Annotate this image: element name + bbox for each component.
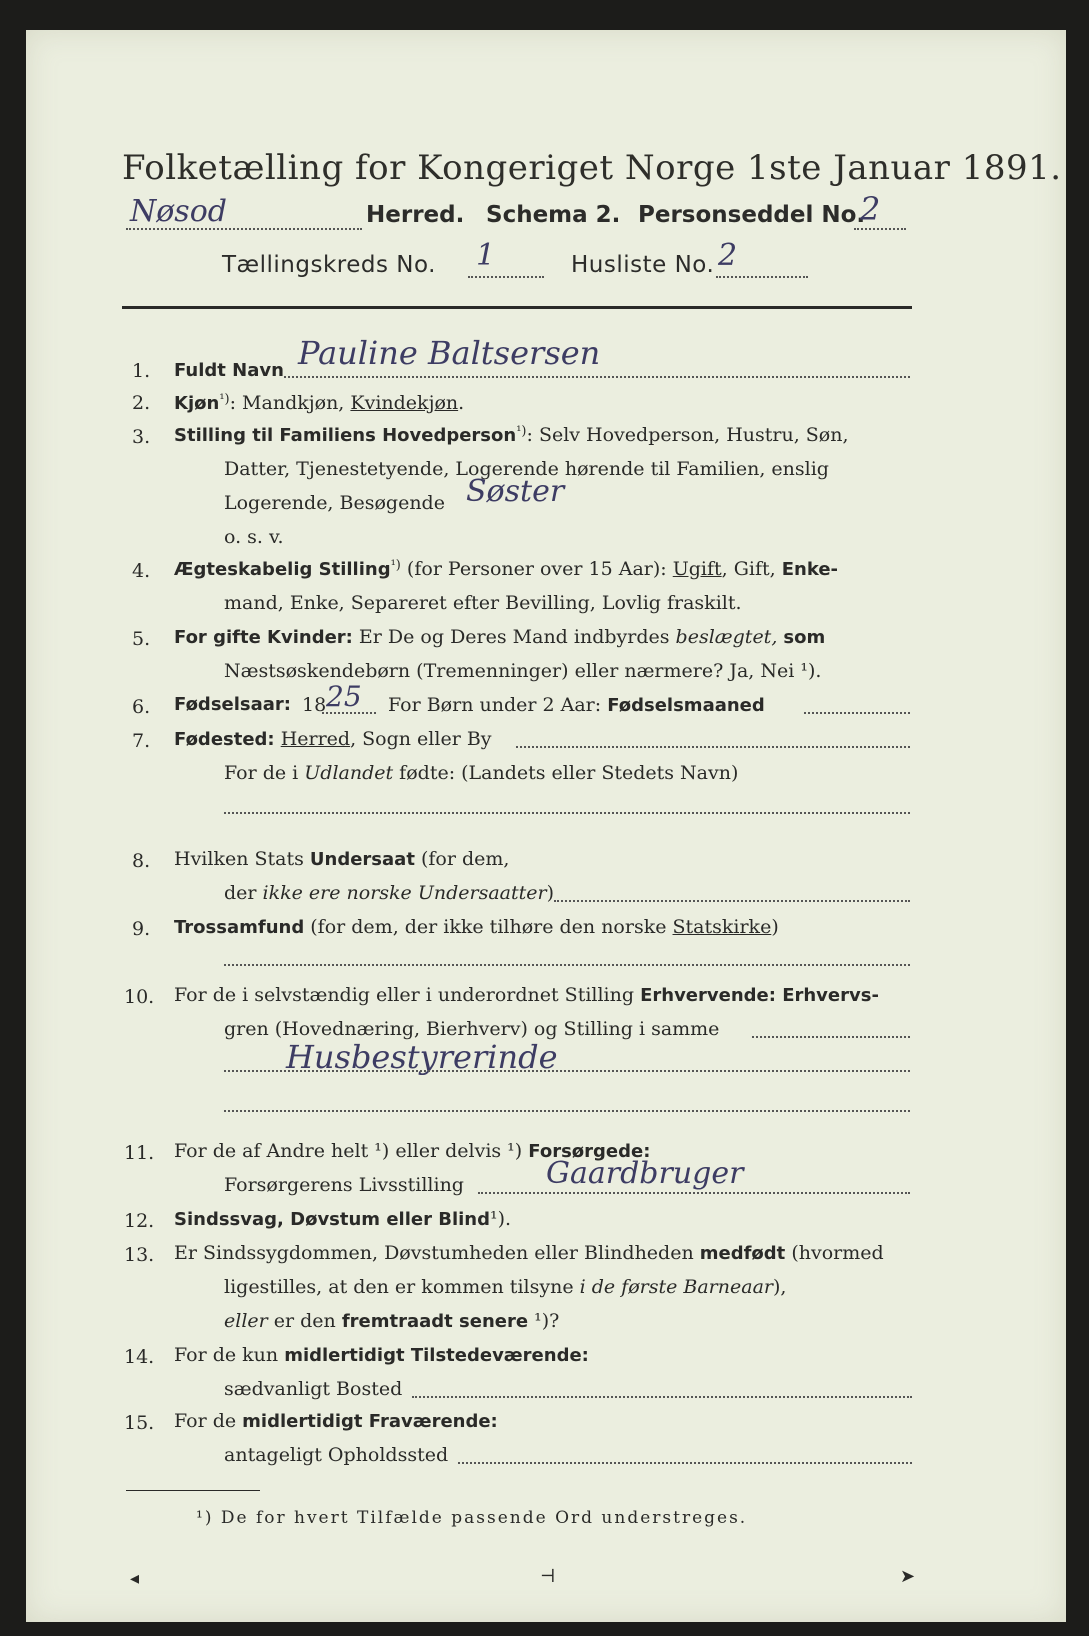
religion-value: Statskirke: [672, 916, 772, 938]
gender-value: Kvindekjøn: [350, 392, 459, 414]
field-number: 2.: [132, 392, 151, 414]
birthplace-value: Herred: [280, 728, 351, 750]
field-number: 13.: [124, 1244, 155, 1266]
provider-occupation-value: Gaardbruger: [546, 1156, 744, 1191]
birthplace-line-2: For de i Udlandet fødte: (Landets eller Stedets Navn): [224, 762, 739, 784]
family-position-line-2: Datter, Tjenestetyende, Logerende hørende til Familien, enslig: [224, 458, 829, 480]
congenital-line-2: ligestilles, at den er kommen tilsyne i de første Barneaar),: [224, 1276, 787, 1298]
form-title: Folketælling for Kongeriget Norge 1ste Januar 1891.: [122, 148, 1062, 188]
temporary-present-line-1: For de kun midlertidigt Tilstedeværende:: [174, 1344, 589, 1366]
birth-year-label: Fødselsaar:: [174, 694, 291, 715]
family-position-line-3: Logerende, Besøgende: [224, 492, 445, 514]
temporary-present-line-2: sædvanligt Bosted: [224, 1378, 403, 1400]
family-position-line-1: Stilling til Familiens Hovedperson$^{^1)}$: Selv Hovedperson, Hustru, Søn,: [174, 424, 849, 446]
registration-mark-center-icon: ⊣: [540, 1566, 556, 1587]
birth-year-prefix: 18: [302, 694, 327, 716]
marital-status-line-2: mand, Enke, Separeret efter Bevilling, Lovlig fraskilt.: [224, 592, 742, 614]
field-number: 7.: [132, 730, 151, 752]
field-number: 6.: [132, 696, 151, 718]
family-position-value: Søster: [466, 474, 565, 509]
marital-status-line-1: Ægteskabelig Stilling$^{^1)}$ (for Personer over 15 Aar): Ugift, Gift, Enke-: [174, 558, 839, 580]
field-number: 3.: [132, 426, 151, 448]
registration-mark-left-icon: ◂: [130, 1568, 140, 1589]
occupation-line-1: For de i selvstændig eller i underordnet Stilling Erhvervende: Erhvervs-: [174, 984, 879, 1006]
kreds-value: 1: [476, 238, 496, 273]
dependents-line-1: For de af Andre helt ¹) eller delvis ¹) Forsørgede:: [174, 1140, 651, 1162]
occupation-value: Husbestyrerinde: [286, 1038, 558, 1076]
temporary-absent-line-1: For de midlertidigt Fraværende:: [174, 1410, 498, 1432]
herred-value: Nøsod: [130, 194, 227, 229]
field-number: 8.: [132, 850, 151, 872]
full-name-value: Pauline Baltsersen: [298, 334, 601, 372]
husliste-value: 2: [718, 238, 738, 273]
field-number: 4.: [132, 560, 151, 582]
field-number: 1.: [132, 360, 151, 382]
disability-line: Sindssvag, Døvstum eller Blind¹).: [174, 1208, 512, 1230]
field-number: 15.: [124, 1412, 155, 1434]
footnote: ¹) De for hvert Tilfælde passende Ord understreges.: [196, 1508, 748, 1528]
citizenship-line-1: Hvilken Stats Undersaat (for dem,: [174, 848, 510, 870]
temporary-absent-line-2: antageligt Opholdssted: [224, 1444, 449, 1466]
occupation-line-2: gren (Hovednæring, Bierhverv) og Stilling i samme: [224, 1018, 720, 1040]
congenital-line-3: eller er den fremtraadt senere ¹)?: [224, 1310, 560, 1332]
field-number: 14.: [124, 1346, 155, 1368]
census-form-page: [26, 30, 1066, 1622]
kreds-label: Tællingskreds No.: [222, 252, 436, 278]
birth-month-note: For Børn under 2 Aar: Fødselsmaaned: [388, 694, 765, 716]
religion-line: Trossamfund (for dem, der ikke tilhøre den norske Statskirke): [174, 916, 779, 938]
marital-status-value: Ugift: [672, 558, 722, 580]
congenital-line-1: Er Sindssygdommen, Døvstumheden eller Blindheden medfødt (hvormed: [174, 1242, 884, 1264]
schema-label: Schema 2.: [486, 202, 621, 228]
field-number: 12.: [124, 1210, 155, 1232]
field-number: 11.: [124, 1142, 155, 1164]
field-number: 10.: [124, 986, 155, 1008]
registration-mark-right-icon: ➤: [900, 1566, 916, 1587]
birth-year-value: 25: [326, 680, 362, 713]
field-number: 9.: [132, 918, 151, 940]
herred-label: Herred.: [366, 202, 465, 228]
field-number: 5.: [132, 628, 151, 650]
birthplace-line-1: Fødested: Herred, Sogn eller By: [174, 728, 492, 750]
personseddel-value: 2: [860, 190, 881, 228]
husliste-label: Husliste No.: [571, 252, 715, 278]
family-position-line-4: o. s. v.: [224, 526, 284, 548]
full-name-label: Fuldt Navn: [174, 360, 284, 381]
personseddel-label: Personseddel No.: [638, 202, 866, 228]
header-rule: [122, 306, 912, 309]
citizenship-line-2: der ikke ere norske Undersaatter): [224, 882, 554, 904]
footnote-rule: [126, 1490, 260, 1491]
married-women-line-1: For gifte Kvinder: Er De og Deres Mand indbyrdes beslægtet, som: [174, 626, 826, 648]
dependents-line-2: Forsørgerens Livsstilling: [224, 1174, 464, 1196]
married-women-line-2: Næstsøskendebørn (Tremenninger) eller nærmere? Ja, Nei ¹).: [224, 660, 822, 682]
gender-field: Kjøn$^{^1)}$: Mandkjøn, Kvindekjøn.: [174, 392, 465, 414]
